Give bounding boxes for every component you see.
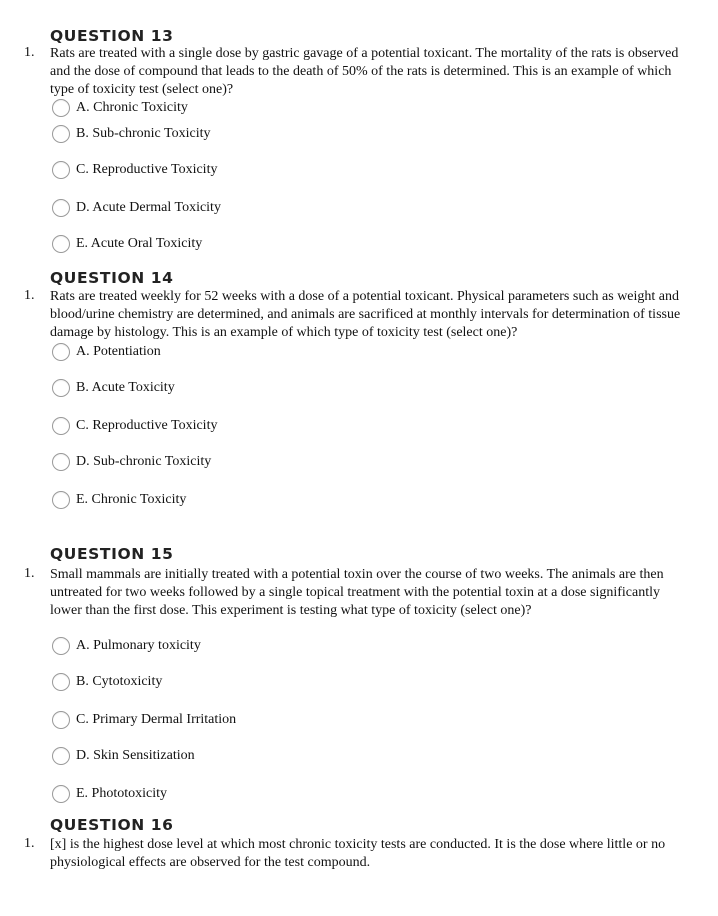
question-14-heading: QUESTION 14 xyxy=(50,269,174,287)
option-label: E. Phototoxicity xyxy=(76,786,167,801)
option-label: A. Pulmonary toxicity xyxy=(76,638,201,653)
question-16-number: 1. xyxy=(24,836,35,851)
radio-button[interactable] xyxy=(52,711,70,729)
radio-button[interactable] xyxy=(52,785,70,803)
radio-button[interactable] xyxy=(52,637,70,655)
radio-button[interactable] xyxy=(52,453,70,471)
radio-button[interactable] xyxy=(52,491,70,509)
radio-button[interactable] xyxy=(52,199,70,217)
question-16-heading: QUESTION 16 xyxy=(50,816,174,834)
question-14-number: 1. xyxy=(24,288,35,303)
option-label: C. Reproductive Toxicity xyxy=(76,418,218,433)
question-13-heading: QUESTION 13 xyxy=(50,27,174,45)
option-label: A. Chronic Toxicity xyxy=(76,100,188,115)
question-13-text: Rats are treated with a single dose by gastric gavage of a potential toxicant. The mortality of the rats is observed and the dose of compound that leads to the death of 50% of the rats is determined. This is an example of which type of toxicity test (select one)? xyxy=(50,46,679,97)
option-label: B. Cytotoxicity xyxy=(76,674,163,689)
radio-button[interactable] xyxy=(52,125,70,143)
question-13-number: 1. xyxy=(24,45,35,60)
option-label: E. Acute Oral Toxicity xyxy=(76,236,203,251)
radio-button[interactable] xyxy=(52,235,70,253)
question-15-number: 1. xyxy=(24,566,35,581)
option-label: E. Chronic Toxicity xyxy=(76,492,187,507)
radio-button[interactable] xyxy=(52,343,70,361)
option-label: D. Skin Sensitization xyxy=(76,748,195,763)
radio-button[interactable] xyxy=(52,379,70,397)
radio-button[interactable] xyxy=(52,673,70,691)
question-14-text: Rats are treated weekly for 52 weeks with a dose of a potential toxicant. Physical parameters such as weight and blood/urine chemistry are determined, and animals are sacrificed at monthly intervals for determination of tissue damage by histology. This is an example of which type of toxicity test (select one)? xyxy=(50,289,681,340)
option-label: D. Sub-chronic Toxicity xyxy=(76,454,212,469)
question-15-heading: QUESTION 15 xyxy=(50,545,174,563)
option-label: C. Primary Dermal Irritation xyxy=(76,712,237,727)
option-label: A. Potentiation xyxy=(76,344,161,359)
option-label: B. Sub-chronic Toxicity xyxy=(76,126,211,141)
option-label: B. Acute Toxicity xyxy=(76,380,175,395)
question-16-text: [x] is the highest dose level at which most chronic toxicity tests are conducted. It is the dose where little or no physiological effects are observed for the test compound. xyxy=(50,837,666,870)
option-label: D. Acute Dermal Toxicity xyxy=(76,200,221,215)
radio-button[interactable] xyxy=(52,99,70,117)
option-label: C. Reproductive Toxicity xyxy=(76,162,218,177)
radio-button[interactable] xyxy=(52,747,70,765)
radio-button[interactable] xyxy=(52,161,70,179)
radio-button[interactable] xyxy=(52,417,70,435)
question-15-text: Small mammals are initially treated with a potential toxin over the course of two weeks. The animals are then untreated for two weeks followed by a single topical treatment with the potential toxin at a dose significantly lower than the first dose. This experiment is testing what type of toxicity (select one)? xyxy=(50,567,664,618)
